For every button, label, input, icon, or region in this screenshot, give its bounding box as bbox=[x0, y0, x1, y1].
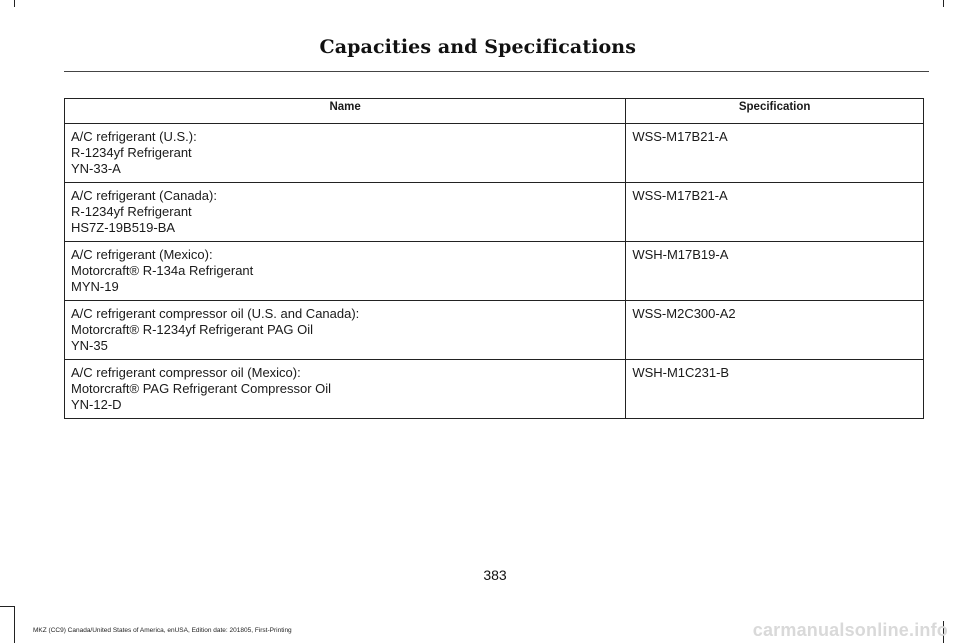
crop-mark-top-left bbox=[14, 0, 15, 7]
name-line: YN-33-A bbox=[71, 161, 121, 176]
name-cell bbox=[65, 301, 626, 360]
name-line: A/C refrigerant compressor oil (Mexico): bbox=[71, 365, 301, 380]
table-header-row bbox=[65, 99, 924, 124]
specification-cell: WSS-M17B21-A bbox=[626, 124, 924, 183]
name-line: YN-12-D bbox=[71, 397, 122, 412]
name-line: MYN-19 bbox=[71, 279, 119, 294]
name-line: A/C refrigerant (Canada): bbox=[71, 188, 217, 203]
name-line: HS7Z-19B519-BA bbox=[71, 220, 176, 235]
crop-mark-bottom-left-horizontal bbox=[0, 606, 14, 607]
name-line: A/C refrigerant (Mexico): bbox=[71, 247, 213, 262]
column-header-name: Name bbox=[65, 99, 626, 124]
table-row bbox=[65, 301, 924, 360]
name-line: Motorcraft® PAG Refrigerant Compressor Oil bbox=[71, 381, 332, 396]
name-line: A/C refrigerant compressor oil (U.S. and Canada): bbox=[71, 306, 360, 321]
title-divider bbox=[64, 71, 929, 72]
name-cell bbox=[65, 360, 626, 419]
crop-mark-bottom-left-vertical bbox=[14, 606, 15, 643]
column-header-specification: Specification bbox=[626, 99, 924, 124]
name-line: YN-35 bbox=[71, 338, 108, 353]
name-cell bbox=[65, 124, 626, 183]
table-row bbox=[65, 183, 924, 242]
specifications-table bbox=[64, 98, 924, 419]
specification-cell: WSH-M1C231-B bbox=[626, 360, 924, 419]
table-row bbox=[65, 242, 924, 301]
crop-mark-top-right bbox=[943, 0, 944, 7]
page-number: 383 bbox=[483, 567, 507, 583]
name-line: A/C refrigerant (U.S.): bbox=[71, 129, 197, 144]
specification-cell: WSS-M17B21-A bbox=[626, 183, 924, 242]
name-cell bbox=[65, 242, 626, 301]
name-line: Motorcraft® R-1234yf Refrigerant PAG Oil bbox=[71, 322, 313, 337]
table-row bbox=[65, 360, 924, 419]
name-line: R-1234yf Refrigerant bbox=[71, 204, 192, 219]
name-line: R-1234yf Refrigerant bbox=[71, 145, 192, 160]
page-title: Capacities and Specifications bbox=[319, 36, 636, 58]
edition-footer: MKZ (CC9) Canada/United States of America, enUSA, Edition date: 201805, First-Printing bbox=[33, 627, 292, 634]
site-watermark[interactable]: carmanualsonline.info bbox=[752, 620, 948, 640]
name-cell bbox=[65, 183, 626, 242]
table-row bbox=[65, 124, 924, 183]
specification-cell: WSH-M17B19-A bbox=[626, 242, 924, 301]
name-line: Motorcraft® R-134a Refrigerant bbox=[71, 263, 254, 278]
specification-cell: WSS-M2C300-A2 bbox=[626, 301, 924, 360]
